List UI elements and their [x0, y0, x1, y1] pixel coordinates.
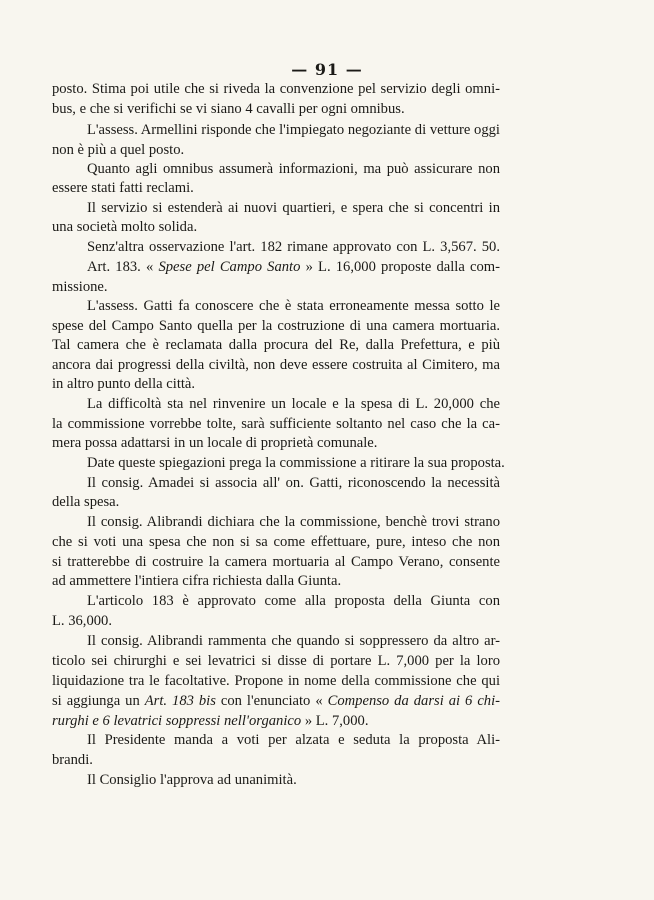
text-span: con l'enunciato « — [215, 693, 328, 709]
text-line: L'assess. Armellini risponde che l'impiegato negoziante di vetture oggi — [87, 122, 500, 138]
text-span: » L. 7,000. — [301, 713, 369, 729]
italic-span: Spese pel Campo Santo — [158, 259, 301, 275]
text-line: L'articolo 183 è approvato come alla proposta della Giunta con — [87, 593, 500, 609]
text-line: Il Consiglio l'approva ad unanimità. — [87, 772, 297, 788]
text-line: Senz'altra osservazione l'art. 182 rimane approvato con L. 3,567. 50. — [87, 239, 500, 255]
text-line: Quanto agli omnibus assumerà informazioni, ma può assicurare non — [87, 161, 500, 177]
page-number: — 91 — — [291, 60, 363, 79]
text-line: Tal camera che è reclamata dalla procura del Re, dalla Prefettura, e più — [52, 337, 500, 353]
text-line: bus, e che si verifichi se vi siano 4 cavalli per ogni omnibus. — [52, 101, 405, 117]
text-line: una società molto solida. — [52, 219, 198, 235]
text-line: si tratterebbe di costruire la camera mortuaria al Campo Verano, consente — [52, 554, 500, 570]
text-line: L. 36,000. — [52, 613, 112, 629]
text-line: spese del Campo Santo quella per la costruzione di una camera mortuaria. — [52, 318, 500, 334]
text-span: » L. 16,000 proposte dalla com- — [300, 259, 500, 275]
text-line: La difficoltà sta nel rinvenire un locale e la spesa di L. 20,000 che — [87, 396, 500, 412]
text-line: mera possa adattarsi in un locale di proprietà comunale. — [52, 435, 378, 451]
text-span: si aggiunga un — [52, 693, 145, 709]
text-line: Il consig. Amadei si associa all' on. Gatti, riconoscendo la necessità — [87, 475, 500, 491]
text-line — [52, 711, 500, 731]
text-line: della spesa. — [52, 494, 120, 510]
text-line: Il servizio si estenderà ai nuovi quartieri, e spera che si concentri in — [87, 200, 500, 216]
text-line — [87, 257, 500, 277]
text-line: la commissione vorrebbe tolte, sarà sufficiente soltanto nel caso che la ca- — [52, 416, 500, 432]
text-line: che si voti una spesa che non si sa come effettuare, pure, inteso che non — [52, 534, 500, 550]
text-line: Il consig. Alibrandi dichiara che la commissione, benchè trovi strano — [87, 514, 500, 530]
text-line: Date queste spiegazioni prega la commissione a ritirare la sua proposta. — [87, 455, 505, 471]
text-line: posto. Stima poi utile che si riveda la convenzione pel servizio degli omni- — [52, 81, 500, 97]
text-span: Art. 183. « — [87, 259, 159, 275]
text-line: missione. — [52, 279, 108, 295]
text-line: brandi. — [52, 752, 93, 768]
italic-span: rurghi e 6 levatrici soppressi nell'organico — [52, 713, 302, 729]
italic-span: Art. 183 bis — [144, 693, 216, 709]
text-line: in altro punto della città. — [52, 376, 196, 392]
italic-span: Compenso da darsi ai 6 chi- — [327, 693, 501, 709]
text-line: non è più a quel posto. — [52, 142, 185, 158]
text-line: L'assess. Gatti fa conoscere che è stata erroneamente messa sotto le — [87, 298, 500, 314]
text-line: Il Presidente manda a voti per alzata e seduta la proposta Ali- — [87, 732, 500, 748]
text-line: ticolo sei chirurghi e sei levatrici si disse di portare L. 7,000 per la loro — [52, 653, 500, 669]
text-line: Il consig. Alibrandi rammenta che quando si soppressero da altro ar- — [87, 633, 500, 649]
text-line: ancora dai progressi della civiltà, non deve essere costruita al Cimitero, ma — [52, 357, 500, 373]
text-line — [52, 691, 500, 711]
text-line: ad ammettere l'intiera cifra richiesta dalla Giunta. — [52, 573, 342, 589]
text-line: liquidazione tra le facoltative. Propone in nome della commissione che qui — [52, 673, 500, 689]
text-line: essere stati fatti reclami. — [52, 180, 194, 196]
